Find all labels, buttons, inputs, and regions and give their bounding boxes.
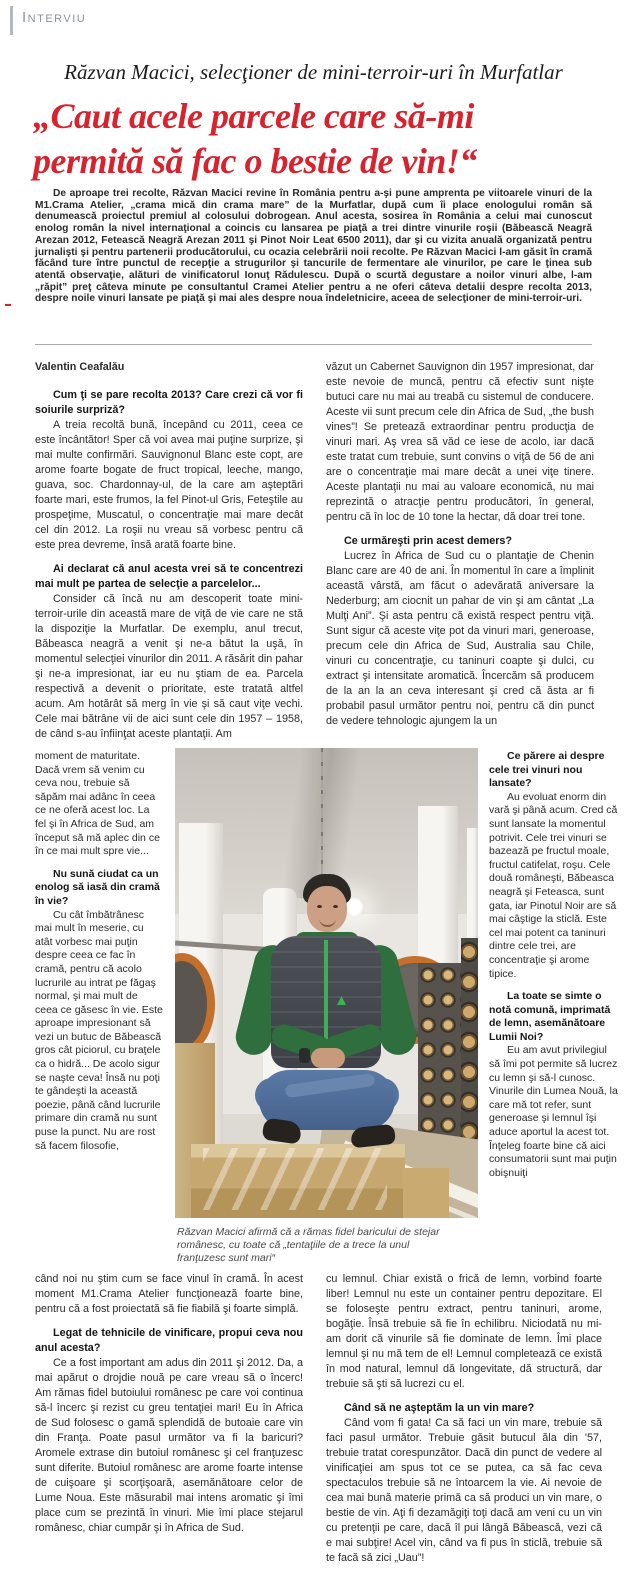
answer-paragraph: Au evoluat enorm din vară şi până acum. Cred că sunt lansate la momentul potrivit. Cele trei vinuri se bazează pe fructul moale, fructul catifelat, roşu. Cele două româneşti, Băbeasca neagră şi Feteasca, sunt gata, iar Pinotul Noir are să mai câştige la sticlă. Este cel mai potent ca taninuri dintre cele trei, are concentraţie şi arome tipice. — [489, 790, 618, 980]
column-left-bottom — [35, 1272, 303, 1536]
headline-line-1: „Caut acele parcele care să-mi — [33, 96, 474, 136]
photo-caption: Răzvan Macici afirmă că a rămas fidel baricului de stejar românesc, cu toate că „tentaţiile de a trece la unul franţuzesc sunt mari“ — [177, 1226, 440, 1264]
answer-paragraph: Consider că încă nu am descoperit toate mini-terroir-urile din această mare de viţă de vie care ne stă la dispoziţie la Murfatlar. De exemplu, anul trecut, Băbeasca neagră a venit şi ne-a bătut la uşă, în momentul selecţiei vinurilor din 2011. A răsărit din pahar şi ne-a impresionat, iar eu nu ştiam de ea. Parcela respectivă a devenit o prioritate, este tratată altfel acum. Am hotărât să merg în vie şi să caut viţe vechi. Cele mai bătrâne vii de aici sunt cele din 1957 – 1958, de când s-au înfiinţat aceste plantaţii. Am — [35, 593, 303, 740]
question: Legat de tehnicile de vinificare, propui ceva nou anul acesta? — [35, 1327, 303, 1354]
column-right-top — [326, 360, 594, 729]
article-kicker: Răzvan Macici, selecţioner de mini-terroir-uri în Murfatlar — [64, 60, 563, 84]
answer-paragraph: Ce a fost important am adus din 2011 şi 2012. Da, a mai apărut o drojdie nouă pe care vreau să o încerc! Am rămas fidel butoiului românesc pe care voi continua să-l încerc şi rezist cu greu tentaţiei mari! Eu în Africa de Sud folosesc o gamă splendidă de butoaie care vin din Franţa. Poate pasul următor va fi la baricuri? Aromele extrase din butoiul românesc şi cel franţuzesc sunt diferite. Butoiul românesc are arome foarte intense de cuişoare şi scorţişoară, asemănătoare celor de Lume Noua. Este măsurabil mai intens aromatic şi îmi place cum se prezintă în vinuri. Mie îmi place stejarul românesc, chiar cumpăr şi în Africa de Sud. — [35, 1357, 303, 1534]
column-right-bottom — [326, 1272, 602, 1566]
photo-box — [403, 1168, 449, 1218]
person-zipper — [324, 940, 328, 1044]
question: Ai declarat că anul acesta vrei să te concentrezi mai mult pe partea de selecţie a parcelelor... — [35, 563, 303, 590]
cellar-photo — [175, 748, 478, 1218]
intro-paragraph: De aproape trei recolte, Răzvan Macici revine în România pentru a-şi pune amprenta pe viitoarele vinuri de la M1.Crama Atelier, „crama mică din crama mare” de la Murfatlar, după cum îi place enologului român să denumească proiectul premiul al colosului dobrogean. Anul acesta, sosirea în România a celui mai cunoscut enolog român la nivel internaţional a coincis cu lansarea pe piaţă a trei dintre vinurile roşii (Băbească Neagră Arezan 2012, Fetească Neagră Arezan 2011 şi Pinot Noir Leat 6500 2011), dar şi cu vizita anuală organizată pentru jurnalişti şi pentru partenerii producătorului, cu ocazia celebrării noii recolte. Pe Răzvan Macici l-am găsit în cramă făcând ture între punctul de recepţie a strugurilor şi tancurile de fermentare ale vinurilor, pe care le ţinea sub atentă observaţie, alături de vinificatorul Ionuţ Rădulescu. După o scurtă degustare a noilor vinuri albe, l-am „răpit” preţ câteva minute pe consultantul Cramei Atelier pentru a ne oferi câteva detalii despre recolta 2013, despre noile vinuri lansate pe piaţă şi mai ales despre noua îndeletnicire, aceea de selecţioner de mini-terroir-uri. — [35, 188, 592, 305]
column-left-narrow — [35, 750, 163, 1153]
question: Nu sună ciudat ca un enolog să iasă din cramă în vie? — [35, 867, 160, 907]
continuation-paragraph: văzut un Cabernet Sauvignon din 1957 impresionat, dar este nevoie de muncă, pentru că efectiv sunt nişte butuci care nu mai au treabă cu sistemul de conducere. Aceste vii sunt precum cele din Africa de Sud, „the bush vines”! Se pretează extraordinar pentru producţia de vinuri mari. Aş vrea să văd ce iese de acolo, iar dacă este tratat cum trebuie, sunt convins o viţă de 56 de ani are o concentraţie mai mare decât a unei viţe tinere. Aceste plantaţii nu mai au valoare economică, nu mai reprezintă o atracţie pentru producători, în general, pentru că în loc de 10 tone la hectar, dă doar trei tone. — [326, 361, 594, 523]
answer-paragraph: Lucrez în Africa de Sud cu o plantaţie de Chenin Blanc care are 40 de ani. În momentul în care a împlinit această vârstă, am făcut o adevărată aniversare la Nederburg; am ciocnit un pahar de vin şi am cântat „La Mulţi Ani”. Şi asta pentru că există respect pentru viţă. Sunt sigur că aceste viţe pot da vinuri mari, generoase, precum cele din Africa de Sud, Australia sau Chile, vinuri cu concentraţie, cu taninuri coapte şi dulci, cu extract şi intensitate aromatică. Încercăm să producem de la an la an ceva interesant şi cred că ăsta ar fi probabil pasul următor pentru noi, pentru că din punct de vedere tehnologic ajungem la un — [326, 550, 594, 727]
continuation-paragraph: cu lemnul. Chiar există o frică de lemn, vorbind foarte liber! Lemnul nu este un container pentru depozitare. El se foloseşte pentru extract, pentru taninuri, arome, bogăţie. Însă trebuie să fie în echilibru. Niciodată nu mi-am dorit că vinurile să fie dominate de lemn. Îmi place lemnul şi nu mă tem de el! Lemnul completează ce există în mod natural, lemnul dă longevitate, dă structură, dar trebuie să şti să lucrezi cu el. — [326, 1273, 602, 1390]
answer-paragraph: A treia recoltă bună, începând cu 2011, ceea ce este încântător! Sper că voi avea mai puţine surprize, şi mai multe confirmări. Sauvignonul Blanc este copt, are arome foarte bogate de fruct tropical, leeche, mango, guava, soc. Chardonnay-ul, de la care am aşteptări foarte mari, este frumos, la fel Pinot-ul Gris, Feteştile au prospeţime, Muscatul, o concentraţie mai mare decât cel din 2012. La roşii nu vreau să vorbesc pentru că este prea devreme, însă arată foarte bine. — [35, 419, 303, 551]
headline-line-2: permită să fac o bestie de vin!“ — [33, 141, 477, 181]
person-watch — [299, 1048, 310, 1063]
section-rule-bar — [10, 6, 13, 35]
question: Ce urmăreşti prin acest demers? — [344, 535, 513, 547]
continuation-paragraph: când noi nu ştim cum se face vinul în cramă. În acest moment M1.Crama Atelier funcţionează foarte bine, pentru că a fost proiectată să fie fiabilă şi foarte simplă. — [35, 1273, 303, 1315]
question: Cum ţi se pare recolta 2013? Care crezi că vor fi soiurile surpriză? — [35, 389, 303, 416]
question: La toate se simte o notă comună, imprimată de lemn, asemănătoare Lumii Noi? — [489, 990, 611, 1043]
column-left-top — [35, 360, 303, 742]
person-hands — [311, 1048, 345, 1068]
article-headline — [33, 94, 593, 184]
person-eye — [333, 905, 338, 908]
continuation-paragraph: moment de maturitate. Dacă vrem să venim cu ceva nou, trebuie să săpăm mai adânc în ceea ce ne oferă acest loc. La fel şi în Africa de Sud, am început să mă aplec din ce în ce mai mult spre vie... — [35, 750, 160, 858]
question: Când să ne aşteptăm la un vin mare? — [344, 1402, 535, 1414]
byline: Valentin Ceafalău — [35, 361, 125, 373]
question: Ce părere ai despre cele trei vinuri nou lansate? — [489, 750, 605, 790]
divider-rule — [35, 344, 592, 345]
margin-mark — [5, 304, 11, 306]
answer-paragraph: Eu am avut privilegiul să îmi pot permite să lucrez cu lemn şi să-l cunosc. Vinurile din Lumea Nouă, la care mă tot refer, sunt generoase şi lemnul îşi aduce aportul la acest tot. Înţeleg foarte bine că aici consumatorii sunt mai puţin obişnuiţi — [489, 1044, 618, 1179]
answer-paragraph: Cu cât îmbătrânesc mai mult în meserie, cu atât vorbesc mai puţin despre ceea ce fac în cramă, pentru că acolo lucrurile au intrat pe făgaş normal, şi mai mult de ceea ce găsesc în vie. Este aproape impresionant să vezi un butuc de Băbească gros cât piciorul, cu braţele ca o hidră... De acolo sigur se naşte ceva! Însă nu poţi te gândeşti la această poezie, până când lucrurile primare din cramă nu sunt puse la punct. Nu are rost să facem filosofie, — [35, 908, 163, 1152]
person-eye — [317, 905, 322, 908]
section-label: Interviu — [22, 9, 87, 26]
column-right-narrow — [489, 750, 619, 1180]
photo-pallet-wrap — [203, 1148, 387, 1210]
answer-paragraph: Când vom fi gata! Ca să faci un vin mare, trebuie să faci pasul următor. Trebuie găsit butucul ăla din ’57, trebuie tratat corespunzător. Dacă din punct de vedere al vinificaţiei am spus tot ce se putea, ca să fac ceva spectaculos trebuie să ne întoarcem la vie. Ai nevoie de cea mai bună materie primă ca să produci un vin mare, o bestie de vin. Aţi fi dezamăgiţi toţi dacă am veni cu un vin cu pretenţii pe care, dacă îl pui lângă Băbească, vezi că e mai subţire! Acel vin, când va fi pus în sticlă, trebuie să te facă să zici „Uau”! — [326, 1417, 602, 1564]
